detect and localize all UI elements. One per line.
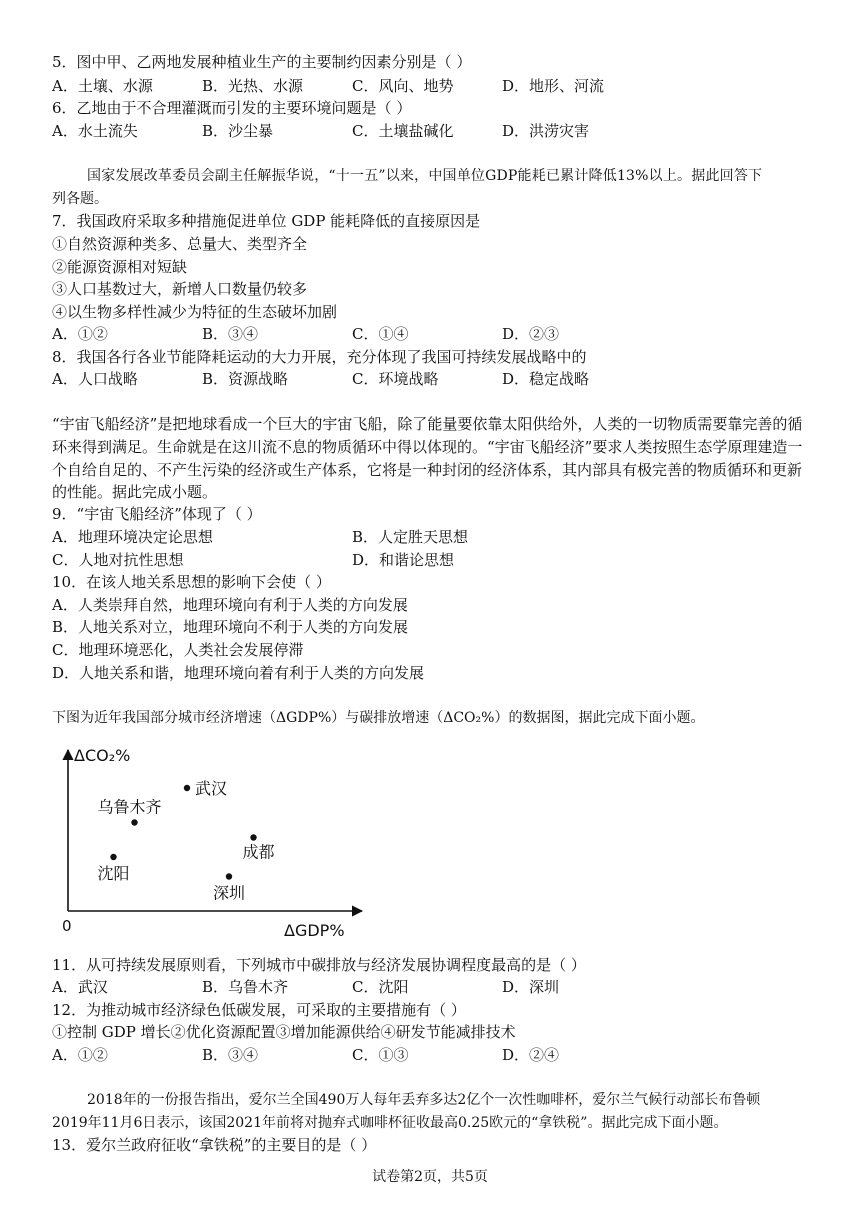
q10-stem: 10．在该人地关系思想的影响下会使（ ）: [52, 573, 331, 591]
data-point-label-3: 沈阳: [97, 864, 130, 883]
q6-option-d: D．洪涝灾害: [502, 122, 590, 140]
q5-option-a: A．土壤、水源: [52, 77, 153, 95]
scatter-chart: [52, 738, 372, 943]
q11-stem: 11．从可持续发展原则看，下列城市中碳排放与经济发展协调程度最高的是（ ）: [52, 956, 586, 974]
q9-option-b: B．人定胜天思想: [352, 528, 469, 546]
intro3-line3: 个自给自足的、不产生污染的经济或生产体系，它将是一种封闭的经济体系，其内部具有极完善的物质循环和更新: [52, 461, 803, 479]
q8-option-b: B．资源战略: [202, 370, 289, 388]
q7-option-c: C．①④: [352, 325, 409, 343]
data-point-label-4: 深圳: [212, 883, 246, 903]
q8-option-c: C．环境战略: [352, 370, 439, 388]
q10-option-d: D．人地关系和谐，地理环境向着有利于人类的方向发展: [52, 664, 425, 682]
page-footer: 试卷第2页，共5页: [372, 1169, 488, 1185]
q12-option-c: C．①③: [352, 1046, 409, 1064]
q6-stem: 6．乙地由于不合理灌溉而引发的主要环境问题是（ ）: [52, 99, 412, 117]
q7-item-1: ①自然资源种类多、总量大、类型齐全: [52, 235, 308, 253]
q12-items: ①控制 GDP 增长②优化资源配置③增加能源供给④研发节能减排技术: [52, 1023, 516, 1041]
q13-stem: 13．爱尔兰政府征收“拿铁税”的主要目的是（ ）: [52, 1136, 377, 1154]
q12-option-b: B．③④: [202, 1046, 259, 1064]
q12-option-a: A．①②: [52, 1046, 108, 1064]
q8-option-a: A．人口战略: [52, 370, 138, 388]
q9-stem: 9．“宇宙飞船经济”体现了（ ）: [52, 505, 262, 523]
intro3-line4: 的性能。据此完成小题。: [52, 483, 218, 501]
y-axis-label: ΔCO₂%: [74, 746, 131, 765]
q11-option-d: D．深圳: [502, 978, 560, 996]
q8-stem: 8．我国各行各业节能降耗运动的大力开展，充分体现了我国可持续发展战略中的: [52, 348, 587, 366]
data-point-label-0: 武汉: [195, 779, 228, 798]
data-point-2: [250, 834, 256, 840]
intro5-line2: 2019年11月6日表示，该国2021年前将对抛弃式咖啡杯征收最高0.25欧元的“拿铁税”。据此完成下面小题。: [52, 1115, 728, 1131]
q9-option-a: A．地理环境决定论思想: [52, 528, 213, 546]
q8-option-d: D．稳定战略: [502, 370, 590, 388]
q5-stem: 5．图中甲、乙两地发展种植业生产的主要制约因素分别是（ ）: [52, 53, 472, 71]
q7-item-2: ②能源资源相对短缺: [52, 258, 188, 276]
q10-option-a: A．人类崇拜自然，地理环境向有利于人类的方向发展: [52, 596, 408, 614]
intro5-line1: 2018年的一份报告指出，爱尔兰全国490万人每年丢弃多达2亿个一次性咖啡杯，爱尔兰气候行动部长布鲁顿: [87, 1092, 761, 1108]
data-point-4: [226, 873, 232, 879]
q9-option-d: D．和谐论思想: [352, 551, 455, 569]
q7-option-a: A．①②: [52, 325, 108, 343]
origin-label: 0: [62, 917, 72, 935]
q6-option-c: C．土壤盐碱化: [352, 122, 454, 140]
q9-option-c: C．人地对抗性思想: [52, 551, 184, 569]
q5-option-d: D．地形、河流: [502, 77, 605, 95]
q7-option-b: B．③④: [202, 325, 259, 343]
q6-option-a: A．水土流失: [52, 122, 138, 140]
intro3-line2: 环来得到满足。生命就是在这川流不息的物质循环中得以体现的。“宇宙飞船经济”要求人类按照生态学原理建造一: [52, 438, 803, 456]
q7-stem: 7．我国政府采取多种措施促进单位 GDP 能耗降低的直接原因是: [52, 212, 481, 230]
data-point-3: [110, 854, 116, 860]
q7-item-3: ③人口基数过大，新增人口数量仍较多: [52, 280, 308, 298]
x-axis-label: ΔGDP%: [284, 921, 345, 940]
data-point-label-2: 成都: [242, 842, 275, 862]
data-point-1: [131, 819, 137, 825]
q7-item-4: ④以生物多样性减少为特征的生态破坏加剧: [52, 303, 338, 321]
intro2-line1: 国家发展改革委员会副主任解振华说，“十一五”以来，中国单位GDP能耗已累计降低13%以上。据此回答下: [87, 168, 763, 184]
intro2-line2: 列各题。: [52, 191, 108, 207]
q10-option-b: B．人地关系对立，地理环境向不利于人类的方向发展: [52, 618, 409, 636]
intro3-line1: “宇宙飞船经济”是把地球看成一个巨大的宇宙飞船，除了能量要依靠太阳供给外，人类的一切物质需要靠完善的循: [52, 415, 803, 433]
q10-option-c: C．地理环境恶化，人类社会发展停滞: [52, 641, 304, 659]
q6-option-b: B．沙尘暴: [202, 122, 274, 140]
q11-option-b: B．乌鲁木齐: [202, 978, 289, 996]
q12-option-d: D．②④: [502, 1046, 560, 1064]
q11-option-c: C．沈阳: [352, 978, 409, 996]
data-point-0: [184, 785, 190, 791]
q5-option-c: C．风向、地势: [352, 77, 454, 95]
q5-option-b: B．光热、水源: [202, 77, 304, 95]
q11-option-a: A．武汉: [52, 978, 108, 996]
q7-option-d: D．②③: [502, 325, 560, 343]
data-point-label-1: 乌鲁木齐: [97, 797, 162, 817]
q12-stem: 12．为推动城市经济绿色低碳发展，可采取的主要措施有（ ）: [52, 1001, 466, 1019]
intro4-text: 下图为近年我国部分城市经济增速（ΔGDP%）与碳排放增速（ΔCO₂%）的数据图，据此完成下面小题。: [52, 710, 705, 726]
